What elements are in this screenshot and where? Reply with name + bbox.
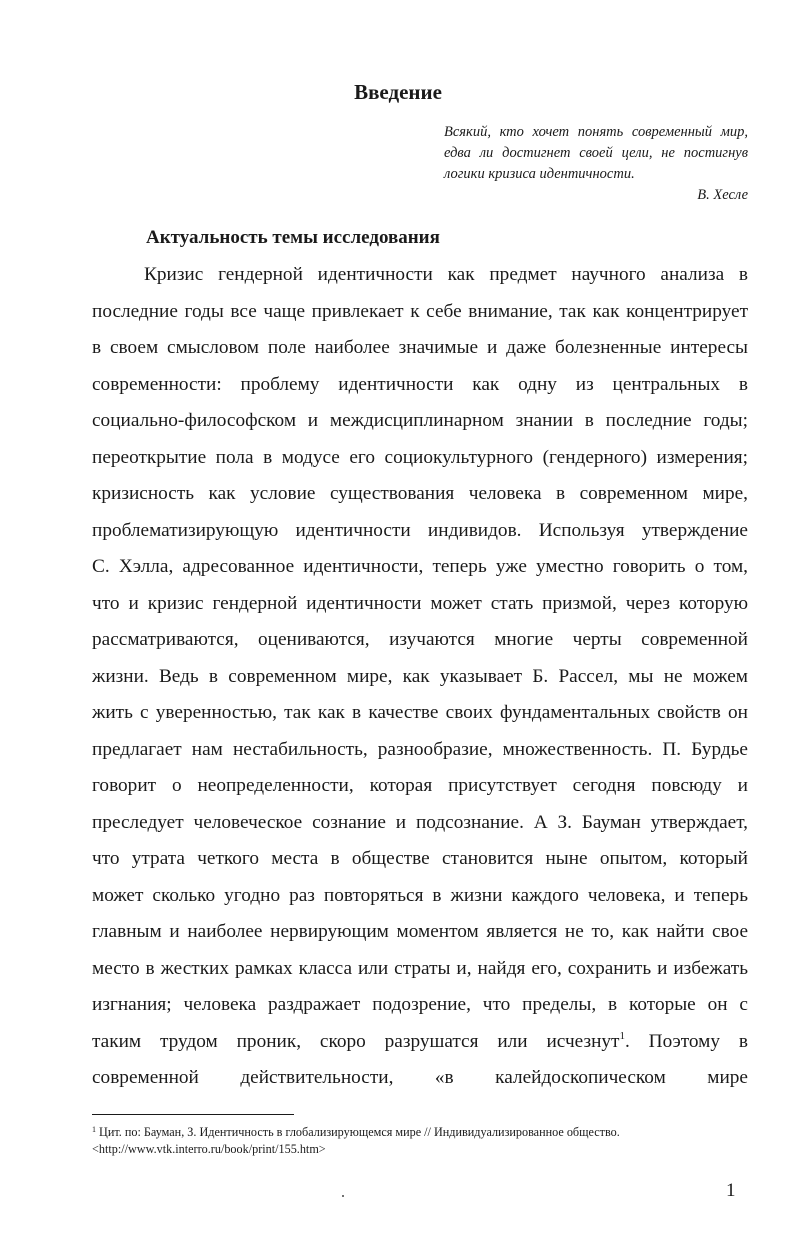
body-line: жить с уверенностью, так как в качестве своих фундаментальных свойств он [92, 702, 748, 723]
footnote-separator [92, 1114, 294, 1115]
body-line-text: таким трудом проник, скоро разрушатся или исчезнут [92, 1030, 620, 1052]
footnote [92, 1124, 752, 1158]
epigraph-text: Всякий, кто хочет понять современный мир, едва ли достигнет своей цели, не постигнув логики кризиса идентичности. [444, 124, 748, 182]
body-line: говорит о неопределенности, которая присутствует сегодня повсюду и [92, 775, 748, 796]
body-line: главным и наиболее нервирующим моментом является не то, как найти свое [92, 921, 748, 942]
body-line-with-footnote [92, 1024, 748, 1061]
footnote-url: <http://www.vtk.interro.ru/book/print/155.htm> [92, 1142, 326, 1156]
body-line: место в жестких рамках класса или страты и, найдя его, сохранить и избежать [92, 957, 748, 979]
page-title: Введение [354, 80, 442, 104]
body-line: кризисность как условие существования человека в современном мире, [92, 483, 748, 504]
body-line: может сколько угодно раз повторяться в жизни каждого человека, и теперь [92, 884, 748, 906]
footnote-citation: Цит. по: Бауман, З. Идентичность в глобализирующемся мире // Индивидуализированное общество. [96, 1125, 620, 1139]
body-line: С. Хэлла, адресованное идентичности, теперь уже уместно говорить о том, [92, 556, 748, 577]
epigraph [444, 122, 748, 206]
body-line: изгнания; человека раздражает подозрение, что пределы, в которые он с [92, 994, 748, 1015]
body-line: преследует человеческое сознание и подсознание. А З. Бауман утверждает, [92, 811, 748, 833]
footnote-reference[interactable]: 1 [619, 1029, 625, 1042]
epigraph-author: В. Хесле [697, 187, 748, 203]
body-line: предлагает нам нестабильность, разнообразие, множественность. П. Бурдье [92, 738, 748, 760]
body-line-text: . Поэтому в [624, 1030, 748, 1052]
footnote-line [92, 1124, 752, 1141]
body-line: переоткрытие пола в модусе его социокультурного (гендерного) измерения; [92, 446, 748, 468]
scan-speck [342, 1195, 344, 1197]
body-line: в своем смысловом поле наиболее значимые и даже болезненные интересы [92, 337, 748, 358]
body-line: рассматриваются, оцениваются, изучаются многие черты современной [92, 629, 748, 650]
body-text [92, 257, 748, 1097]
body-line: Кризис гендерной идентичности как предмет научного анализа в [144, 264, 748, 285]
body-line: современности: проблему идентичности как одну из центральных в [92, 373, 748, 395]
body-line: что утрата четкого места в обществе становится ныне опытом, который [92, 848, 748, 869]
footnote-marker: 1 [92, 1125, 96, 1134]
section-heading: Актуальность темы исследования [146, 227, 440, 248]
body-line: социально-философском и междисциплинарном знании в последние годы; [92, 410, 748, 431]
body-line: последние годы все чаще привлекает к себе внимание, так как концентрирует [92, 300, 748, 322]
body-line: проблематизирующую идентичности индивидов. Используя утверждение [92, 519, 748, 541]
body-line: жизни. Ведь в современном мире, как указывает Б. Рассел, мы не можем [92, 665, 748, 687]
body-line: современной действительности, «в калейдоскопическом мире [92, 1067, 748, 1088]
page-number: 1 [726, 1180, 736, 1201]
body-line: что и кризис гендерной идентичности может стать призмой, через которую [92, 592, 748, 614]
